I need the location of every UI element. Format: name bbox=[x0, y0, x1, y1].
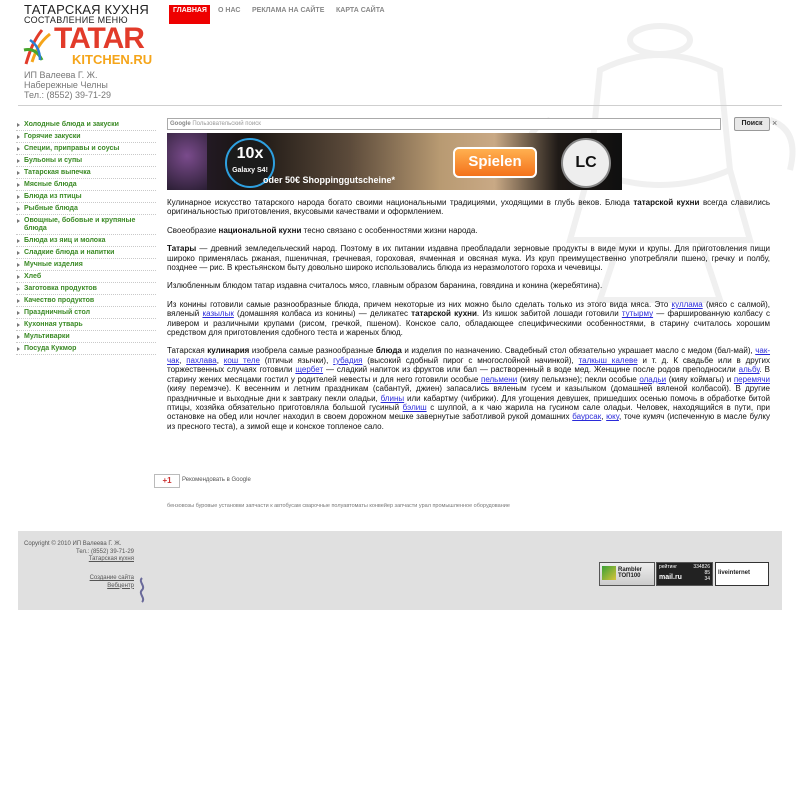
owner-name: ИП Валеева Г. Ж. bbox=[24, 70, 98, 80]
link-albu[interactable]: альбу bbox=[738, 365, 760, 375]
sidebar-item-fish[interactable]: Рыбные блюда bbox=[16, 203, 156, 215]
search-input[interactable] bbox=[167, 118, 721, 130]
owner-city: Набережные Челны bbox=[24, 80, 108, 90]
owner-phone: Тел.: (8552) 39-71-29 bbox=[24, 90, 111, 100]
logo-text-kitchen: KITCHEN.RU bbox=[72, 52, 153, 67]
link-chak-chak[interactable]: чак-чак bbox=[167, 346, 771, 365]
sidebar-item-sweets[interactable]: Сладкие блюда и напитки bbox=[16, 247, 156, 259]
mailru-rating-label: рейтинг bbox=[659, 564, 678, 570]
sidebar-item-soups[interactable]: Бульоны и супы bbox=[16, 155, 156, 167]
seo-links[interactable]: бензовозы буровые установки запчасти к автобусам сварочные полуавтоматы конвейер запчасти урал промышленное оборудование bbox=[167, 503, 510, 509]
footer-link-site-creation[interactable]: Создание сайта bbox=[89, 575, 134, 581]
nav-home[interactable]: ГЛАВНАЯ bbox=[169, 5, 210, 24]
link-talkysh-kaleve[interactable]: талкыш калеве bbox=[578, 355, 638, 365]
search-placeholder: Пользовательский поиск bbox=[192, 121, 261, 127]
site-logo[interactable] bbox=[22, 22, 153, 70]
link-bliny[interactable]: блины bbox=[380, 393, 405, 403]
sidebar-item-bread[interactable]: Хлеб bbox=[16, 271, 156, 283]
footer bbox=[18, 531, 782, 610]
paragraph-peculiarity: Своеобразие национальной кухни тесно связано с особенностями жизни народа. bbox=[167, 225, 478, 235]
banner-logo: LC bbox=[561, 138, 611, 188]
link-belish[interactable]: бэлиш bbox=[402, 402, 427, 412]
link-peremyachi[interactable]: перемячи bbox=[733, 374, 770, 384]
sidebar-item-utensils[interactable]: Кухонная утварь bbox=[16, 319, 156, 331]
close-icon[interactable]: × bbox=[772, 118, 778, 128]
sidebar-item-eggs-milk[interactable]: Блюда из яиц и молока bbox=[16, 235, 156, 247]
link-yuku[interactable]: юку bbox=[606, 412, 619, 422]
footer-phone: Тел.: (8552) 39-71-29 bbox=[76, 548, 134, 555]
link-baursak[interactable]: баурсак bbox=[572, 412, 602, 422]
liveinternet-label: liveinternet bbox=[718, 570, 751, 576]
banner-badge-small: Galaxy S4! bbox=[232, 167, 268, 174]
banner-play-button[interactable]: Spielen bbox=[453, 147, 537, 178]
mailru-value-3: 34 bbox=[704, 576, 710, 582]
sidebar-item-multicookers[interactable]: Мультиварки bbox=[16, 331, 156, 343]
link-tutyrma[interactable]: тутырму bbox=[621, 309, 654, 319]
site-title: ТАТАРСКАЯ КУХНЯ bbox=[24, 2, 149, 17]
sidebar-menu bbox=[16, 119, 156, 355]
main-content bbox=[167, 198, 770, 440]
google-label: Google bbox=[170, 121, 191, 127]
mailru-counter[interactable] bbox=[656, 562, 713, 586]
sidebar-item-hot-snacks[interactable]: Горячие закуски bbox=[16, 131, 156, 143]
sidebar-item-kukmor[interactable]: Посуда Кукмор bbox=[16, 343, 156, 355]
owner-info bbox=[24, 70, 111, 100]
nav-about[interactable]: О НАС bbox=[218, 7, 241, 14]
footer-link-tatar-kitchen[interactable]: Татарская кухня bbox=[88, 556, 134, 562]
search-button[interactable]: Поиск bbox=[734, 117, 770, 131]
sidebar-item-poultry[interactable]: Блюда из птицы bbox=[16, 191, 156, 203]
paragraph-tatars: Татары — древний земледельческий народ. Поэтому в их питании издавна преобладали зерновые продукты в виде муки и крупы. Для приготовления пищи широко применялась ржаная, пшеничная, гречневая, гороховая, ячменная и овсяная мука. Из круп преимущественно употребляли пшено, гречку и полбу, позднее — рис. В крестьянском быту довольно широко использовались блюда из неразмолотого гороха и чечевицы. bbox=[167, 244, 770, 273]
link-kosh-tele[interactable]: кош теле bbox=[223, 355, 260, 365]
banner-caption: oder 50€ Shoppinggutscheine* bbox=[263, 175, 396, 185]
sidebar-item-vegetables[interactable]: Овощные, бобовые и крупяные блюда bbox=[16, 215, 156, 235]
footer-link-webcenter[interactable]: Вебцентр bbox=[107, 582, 134, 589]
nav-ads[interactable]: РЕКЛАМА НА САЙТЕ bbox=[252, 7, 325, 14]
sidebar-item-pastry[interactable]: Татарская выпечка bbox=[16, 167, 156, 179]
banner-character-image bbox=[167, 133, 207, 190]
link-pelmeni[interactable]: пельмени bbox=[481, 374, 518, 384]
site-subtitle: СОСТАВЛЕНИЕ МЕНЮ bbox=[24, 15, 128, 25]
link-sherbet[interactable]: щербет bbox=[295, 365, 324, 375]
google-plus-one-button[interactable]: +1 bbox=[154, 474, 180, 488]
footer-copyright: Copyright © 2010 ИП Валеева Г. Ж. bbox=[24, 541, 122, 547]
footer-copyright-block bbox=[24, 541, 134, 564]
link-kazylyk[interactable]: казылык bbox=[202, 309, 234, 319]
webcenter-logo-icon[interactable] bbox=[136, 576, 148, 604]
link-gubadia[interactable]: губадия bbox=[333, 355, 363, 365]
nav-sitemap[interactable]: КАРТА САЙТА bbox=[336, 7, 385, 14]
link-pakhlava[interactable]: пахлава bbox=[186, 355, 217, 365]
link-kullama[interactable]: куллама bbox=[671, 299, 703, 309]
logo-text-tatar: TATAR bbox=[54, 22, 144, 55]
ad-banner[interactable] bbox=[167, 133, 622, 190]
sidebar-item-spices[interactable]: Специи, приправы и соусы bbox=[16, 143, 156, 155]
sidebar-item-meat[interactable]: Мясные блюда bbox=[16, 179, 156, 191]
google-recommend-text: Рекомендовать в Google bbox=[182, 477, 251, 483]
sidebar-item-preserving[interactable]: Заготовка продуктов bbox=[16, 283, 156, 295]
link-oladi[interactable]: оладьи bbox=[639, 374, 667, 384]
rambler-logo-icon bbox=[602, 566, 616, 580]
sidebar-item-holiday[interactable]: Праздничный стол bbox=[16, 307, 156, 319]
header-divider bbox=[18, 105, 782, 106]
mailru-brand: mail.ru bbox=[659, 574, 682, 581]
paragraph-meat: Излюбленным блюдом татар издавна считалось мясо, главным образом баранина, говядина и конина (жеребятина). bbox=[167, 281, 603, 291]
mailru-value-1: 334826 bbox=[693, 564, 710, 570]
paragraph-horsemeat: Из конины готовили самые разнообразные блюда, причем некоторые из них можно было сделать только из этого вида мяса. Это куллама (мясо с салмой), вяленый казылык (домашняя колбаса из конины) — деликатес татарской кухни. Из кишок забитой лошади готовили тутырму — фаршированную колбасу с ливером и различными крупами (рисом, гречкой, пшеном). Конское сало, обладающее специфическими особенностями, в старину считалось хорошим средством для приготовления сдобного теста и жареных блюд. bbox=[167, 299, 771, 338]
mailru-value-2: 85 bbox=[704, 570, 710, 576]
liveinternet-counter[interactable] bbox=[715, 562, 769, 586]
rambler-label: Rambler ТОП100 bbox=[618, 567, 643, 579]
paragraph-culinary: Татарская кулинария изобрела самые разнообразные блюда и изделия по назначению. Свадебный стол обязательно украшает масло с медом (бал-май), чак-чак, пахлава, кош теле (птичьи язычки), губадия (высокий сдобный пирог с многослойной начинкой), талкыш калеве и т. д. К свадьбе или в других торжественных случаях готовили щербет — сладкий напиток из фруктов или бал — растворенный в воде мед. Женщине после родов преподносили альбу. В старину жених месяцами гостил у родителей невесты и для него готовили особые пельмени (кияу пельмэне); пекли особые оладьи (кияу коймагы) и перемячи (кияу перемэче). К весенним и летним праздникам (сабантуй, джиен) запасались вяленым гусем и казылыком (домашней вяленой колбасой). В другие праздничные и выходные дни к завтраку пекли оладьи, блины или кабартму (чибрики). Для угощения девушек, пришедших осенью помочь в обработке битой птицы, хозяйка обязательно приготовляла большой гусиный бэлиш с шулпой, а к чаю жарила на гусином сале оладьи. Человек, находящийся в пути, при остановке на обед или ночлег находил в своем дорожном мешке завернутые заботливой рукой домашних баурсак, юку, точе кумяч (испеченную в масле булку из пресного теста), а зимой еще и конское топленое сало. bbox=[167, 346, 771, 431]
sidebar-item-quality[interactable]: Качество продуктов bbox=[16, 295, 156, 307]
paragraph-intro: Кулинарное искусство татарского народа богато своими национальными традициями, уходящими в глубь веков. Блюда татарской кухни всегда славились оригинальностью приготовления, вкусовыми качествами и оформлением. bbox=[167, 198, 770, 217]
sidebar-item-cold-dishes[interactable]: Холодные блюда и закуски bbox=[16, 119, 156, 131]
rambler-counter[interactable] bbox=[599, 562, 655, 586]
footer-created-block bbox=[76, 575, 134, 590]
banner-badge-big: 10x bbox=[236, 145, 264, 162]
sidebar-item-flour[interactable]: Мучные изделия bbox=[16, 259, 156, 271]
